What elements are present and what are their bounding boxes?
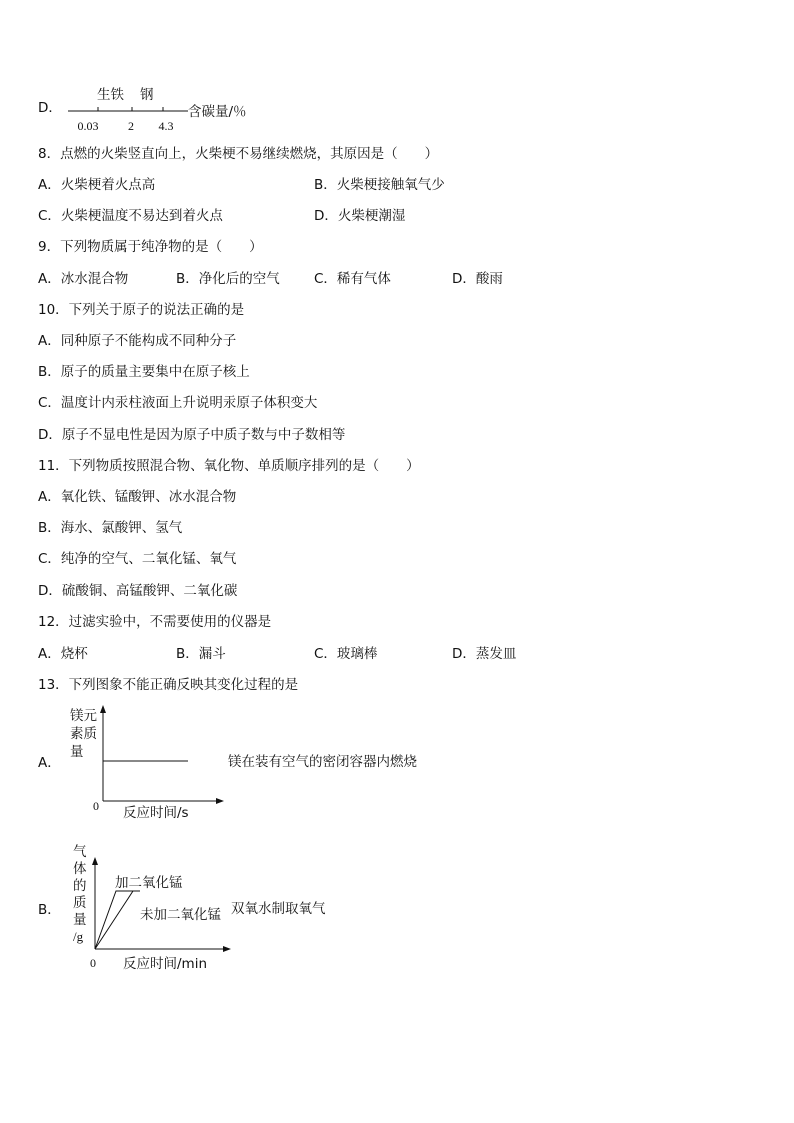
iron-label: 生铁 (97, 87, 124, 103)
q8-option-d: D．火柴梗潮湿 (314, 208, 406, 224)
q10-option-d: D．原子不显电性是因为原子中质子数与中子数相等 (38, 427, 346, 443)
y-axis-label: 体 (73, 861, 87, 877)
y-axis-label: 量 (73, 912, 87, 928)
tick-label: 0.03 (77, 119, 99, 133)
with-mno2-label: 加二氧化锰 (115, 875, 183, 891)
x-axis-arrow (223, 946, 231, 952)
q11-option-d: D．硫酸铜、高锰酸钾、二氧化碳 (38, 583, 238, 599)
y-axis-label: 镁元 (70, 708, 97, 724)
y-axis-label: 的 (73, 878, 87, 894)
q13-option-a-label: A． (38, 755, 61, 771)
y-axis-label: 量 (70, 744, 84, 760)
x-axis-label: 反应时间/s (123, 805, 189, 821)
tick-label: 2 (128, 119, 134, 133)
q12-option-c: C．玻璃棒 (314, 646, 378, 662)
q9-stem: 9．下列物质属于纯净物的是（ ） (38, 239, 263, 255)
steel-label: 钢 (140, 87, 154, 103)
carbon-content-axis (60, 84, 260, 136)
q8-option-b: B．火柴梗接触氧气少 (314, 177, 445, 193)
q10-stem: 10．下列关于原子的说法正确的是 (38, 302, 245, 318)
x-axis-arrow (216, 798, 224, 804)
with-mno2-line (95, 891, 140, 949)
q12-option-b: B．漏斗 (176, 646, 226, 662)
q9-option-c: C．稀有气体 (314, 271, 391, 287)
q11-stem: 11．下列物质按照混合物、氧化物、单质顺序排列的是（ ） (38, 458, 420, 474)
y-axis-arrow (100, 705, 106, 713)
q13-graph-b (60, 840, 360, 975)
q12-option-a: A．烧杯 (38, 646, 88, 662)
y-axis-arrow (92, 857, 98, 865)
q13-graph-a (60, 700, 440, 825)
q8-option-a: A．火柴梗着火点高 (38, 177, 156, 193)
without-mno2-line (95, 891, 140, 949)
x-axis-label: 反应时间/min (123, 956, 208, 972)
y-axis-label: 素质 (70, 726, 97, 742)
q9-option-d: D．酸雨 (452, 271, 503, 287)
origin-label: 0 (93, 799, 99, 813)
q9-option-b: B．净化后的空气 (176, 271, 280, 287)
q10-option-c: C．温度计内汞柱液面上升说明汞原子体积变大 (38, 395, 318, 411)
axis-label: 含碳量/％ (188, 104, 247, 120)
q12-stem: 12．过滤实验中，不需要使用的仪器是 (38, 614, 272, 630)
q8-stem: 8．点燃的火柴竖直向上，火柴梗不易继续燃烧，其原因是（ ） (38, 146, 439, 162)
graph-caption: 双氧水制取氧气 (231, 901, 326, 917)
q11-option-a: A．氧化铁、锰酸钾、冰水混合物 (38, 489, 237, 505)
q12-option-d: D．蒸发皿 (452, 646, 517, 662)
y-axis-label: 质 (73, 895, 87, 911)
q11-option-c: C．纯净的空气、二氧化锰、氧气 (38, 551, 237, 567)
q7-option-d-label: D． (38, 100, 62, 116)
without-mno2-label: 未加二氧化锰 (140, 907, 221, 923)
y-axis-label: 气 (73, 844, 87, 860)
q13-stem: 13．下列图象不能正确反映其变化过程的是 (38, 677, 299, 693)
q10-option-a: A．同种原子不能构成不同种分子 (38, 333, 237, 349)
q9-option-a: A．冰水混合物 (38, 271, 129, 287)
q10-option-b: B．原子的质量主要集中在原子核上 (38, 364, 250, 380)
graph-caption: 镁在装有空气的密闭容器内燃烧 (228, 754, 417, 770)
origin-label: 0 (90, 956, 96, 970)
y-axis-label: /g (73, 929, 84, 944)
q8-option-c: C．火柴梗温度不易达到着火点 (38, 208, 223, 224)
q13-option-b-label: B． (38, 902, 61, 918)
tick-label: 4.3 (158, 119, 174, 133)
q11-option-b: B．海水、氯酸钾、氢气 (38, 520, 183, 536)
